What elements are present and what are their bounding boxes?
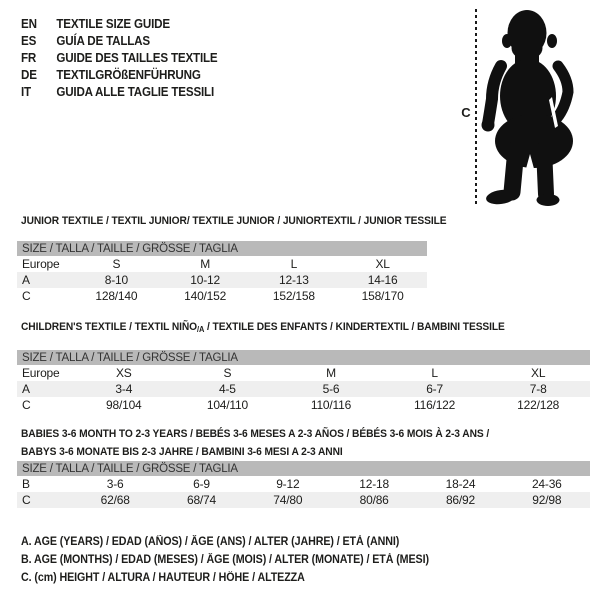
table-title-text: CHILDREN'S TEXTILE / TEXTIL NIÑO — [21, 321, 198, 333]
cell-value: 9-12 — [276, 477, 300, 491]
cell-value: 62/68 — [100, 493, 130, 507]
language-row — [21, 66, 217, 83]
table-title-line — [21, 212, 447, 230]
cell-value: XS — [115, 366, 132, 380]
cell-value: 98/104 — [106, 398, 142, 412]
cell-value: 6-9 — [193, 477, 210, 491]
height-measure-label: C — [461, 105, 471, 120]
row-label: C — [22, 398, 31, 412]
language-row — [21, 83, 217, 100]
cell-value: 80/86 — [359, 493, 389, 507]
cell-value: XL — [531, 366, 546, 380]
language-row — [21, 49, 217, 66]
language-row — [21, 32, 217, 49]
table-section-children — [17, 318, 590, 413]
table-section-babies — [17, 425, 590, 508]
row-label: C — [22, 493, 31, 507]
cell-value: 128/140 — [95, 289, 138, 303]
cell-value: S — [223, 366, 232, 380]
cell-value: 3-4 — [115, 382, 133, 396]
language-code: IT — [21, 84, 31, 99]
language-title: TEXTILE SIZE GUIDE — [56, 16, 170, 31]
cell-value: 140/152 — [184, 289, 227, 303]
cell-value: 5-6 — [322, 382, 340, 396]
size-header-bar: SIZE / TALLA / TAILLE / GRÖSSE / TAGLIA — [17, 350, 590, 365]
cell-value: 104/110 — [206, 398, 248, 412]
cell-value: 158/170 — [361, 289, 404, 303]
table-title-line — [21, 318, 550, 339]
table-title-text: JUNIOR TEXTILE / TEXTIL JUNIOR/ TEXTILE JUNIOR / JUNIORTEXTIL / JUNIOR TESSILE — [21, 215, 447, 227]
cell-value: 92/98 — [532, 493, 562, 507]
table-section-junior — [17, 212, 447, 304]
language-code: DE — [21, 67, 37, 82]
language-code: EN — [21, 16, 37, 31]
language-row — [21, 15, 217, 32]
cell-value: 74/80 — [273, 493, 303, 507]
cell-value: 12-13 — [279, 273, 309, 287]
table-title-text: BABYS 3-6 MONATE BIS 2-3 JAHRE / BAMBINI 3-6 MESI A 2-3 ANNI — [21, 446, 343, 458]
size-header-bar: SIZE / TALLA / TAILLE / GRÖSSE / TAGLIA — [17, 461, 590, 476]
table-title-text: BABIES 3-6 MONTH TO 2-3 YEARS / BEBÉS 3-6 MESES A 2-3 AÑOS / BÉBÉS 3-6 MOIS À 2-3 ANS / — [21, 428, 490, 440]
language-title: GUÍA DE TALLAS — [56, 33, 150, 48]
language-code: FR — [21, 50, 37, 65]
footnote: C. (cm) HEIGHT / ALTURA / HAUTEUR / HÖHE / ALTEZZA — [21, 572, 305, 584]
cell-value: 110/116 — [310, 398, 352, 412]
table-row — [17, 272, 427, 288]
table-row — [17, 397, 590, 413]
table-title-line — [21, 425, 550, 443]
cell-value: 10-12 — [190, 273, 220, 287]
row-label: B — [22, 477, 30, 491]
cell-value: 18-24 — [445, 477, 476, 491]
cell-value: M — [326, 366, 336, 380]
cell-value: 86/92 — [445, 493, 475, 507]
cell-value: 7-8 — [529, 382, 547, 396]
cell-value: L — [290, 257, 298, 271]
cell-value: 122/128 — [517, 398, 560, 412]
language-title: GUIDA ALLE TAGLIE TESSILI — [56, 84, 215, 99]
cell-value: 152/158 — [272, 289, 315, 303]
table-row — [17, 365, 590, 381]
row-label: C — [22, 289, 31, 303]
table-title — [21, 318, 550, 339]
table-row — [17, 492, 590, 508]
cell-value: XL — [375, 257, 390, 271]
cell-value: 3-6 — [106, 477, 124, 491]
language-code: ES — [21, 33, 37, 48]
table-title-text: /A — [197, 325, 205, 334]
toddler-silhouette-icon — [468, 4, 598, 212]
table-title-text: / TEXTILE DES ENFANTS / KINDERTEXTIL / BAMBINI TESSILE — [204, 321, 505, 333]
legend-footnotes — [21, 533, 460, 587]
table-row — [17, 381, 590, 397]
row-label: Europe — [22, 366, 60, 380]
table-row — [17, 288, 427, 304]
cell-value: 14-16 — [367, 273, 398, 287]
cell-value: 68/74 — [186, 493, 216, 507]
cell-value: 12-18 — [359, 477, 389, 491]
cell-value: 24-36 — [531, 477, 562, 491]
language-title: TEXTILGRÖßENFÜHRUNG — [56, 67, 201, 82]
table-row — [17, 476, 590, 492]
row-label: A — [22, 382, 30, 396]
cell-value: M — [200, 257, 211, 271]
cell-value: 116/122 — [414, 398, 456, 412]
cell-value: L — [431, 366, 438, 380]
figure-area — [450, 4, 600, 214]
table-title-line — [21, 443, 550, 461]
cell-value: 8-10 — [104, 273, 128, 287]
row-label: Europe — [22, 257, 60, 271]
footnote: A. AGE (YEARS) / EDAD (AÑOS) / ÂGE (ANS) / ALTER (JAHRE) / ETÀ (ANNI) — [21, 536, 400, 548]
table-title — [21, 212, 447, 230]
cell-value: S — [112, 257, 121, 271]
footnote: B. AGE (MONTHS) / EDAD (MESES) / ÂGE (MOIS) / ALTER (MONATE) / ETÀ (MESI) — [21, 554, 429, 566]
language-title: GUIDE DES TAILLES TEXTILE — [56, 50, 218, 65]
language-title-list — [21, 15, 232, 100]
size-header-bar: SIZE / TALLA / TAILLE / GRÖSSE / TAGLIA — [17, 241, 427, 256]
table-row — [17, 256, 427, 272]
cell-value: 4-5 — [219, 382, 236, 396]
row-label: A — [22, 273, 30, 287]
cell-value: 6-7 — [426, 382, 443, 396]
table-title — [21, 425, 550, 461]
